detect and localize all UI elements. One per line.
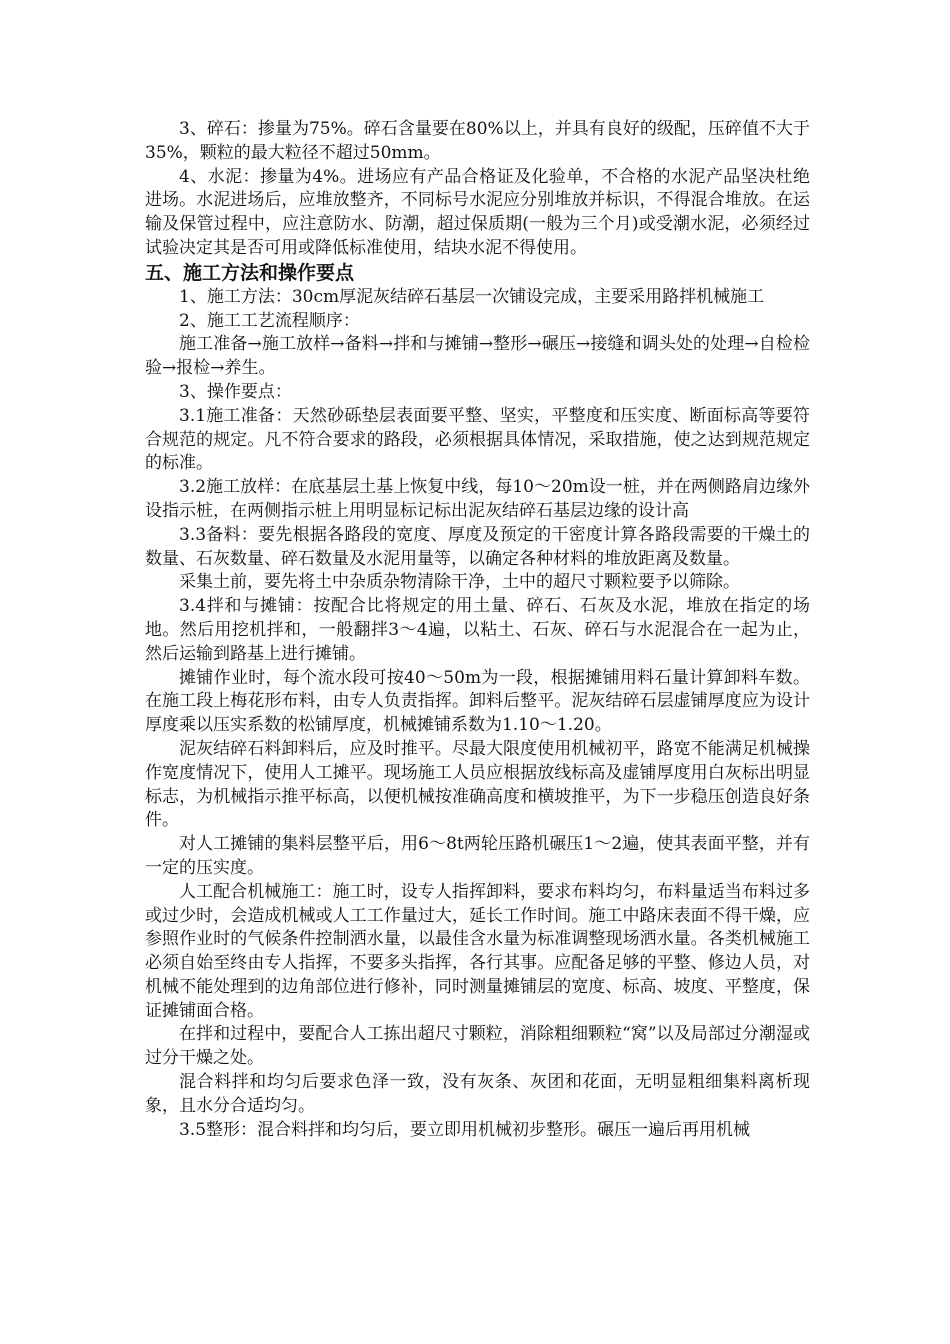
paragraph-leveling: 泥灰结碎石料卸料后，应及时推平。尽最大限度使用机械初平，路宽不能满足机械操作宽度情况下，使用人工摊平。现场施工人员应根据放线标高及虚铺厚度用白灰标出明显标志，为机械指示推平标高，以便机械按准确高度和横坡推平，为下一步稳压创造良好条件。 bbox=[145, 738, 810, 831]
paragraph-cement: 4、水泥：掺量为4%。进场应有产品合格证及化验单，不合格的水泥产品坚决杜绝进场。水泥进场后，应堆放整齐，不同标号水泥应分别堆放并标识，不得混合堆放。在运输及保管过程中，应注意防水、防潮，超过保质期(一般为三个月)或受潮水泥，必须经过试验决定其是否可用或降低标准使用，结块水泥不得使用。 bbox=[145, 166, 810, 258]
paragraph-preparation: 3.1施工准备：天然砂砾垫层表面要平整、坚实，平整度和压实度、断面标高等要符合规范的规定。凡不符合要求的路段，必须根据具体情况，采取措施，使之达到规范规定的标准。 bbox=[145, 405, 810, 474]
paragraph-manual-with-machine: 人工配合机械施工：施工时，设专人指挥卸料，要求布料均匀，布料量适当布料过多或过少时，会造成机械或人工工作量过大，延长工作时间。施工中路床表面不得干燥，应参照作业时的气候条件控制洒水量，以最佳含水量为标准调整现场洒水量。各类机械施工必须自始至终由专人指挥，不要多头指挥，各行其事。应配备足够的平整、修边人员，对机械不能处理到的边角部位进行修补，同时测量摊铺层的宽度、标高、坡度、平整度，保证摊铺面合格。 bbox=[145, 881, 810, 1021]
paragraph-crushed-stone: 3、碎石：掺量为75%。碎石含量要在80%以上，并具有良好的级配，压碎值不大于35%，颗粒的最大粒径不超过50mm。 bbox=[145, 119, 810, 163]
paragraph-construction-method: 1、施工方法：30cm厚泥灰结碎石基层一次铺设完成，主要采用路拌机械施工 bbox=[179, 286, 765, 307]
paragraph-spreading-work: 摊铺作业时，每个流水段可按40～50m为一段，根据摊铺用料石量计算卸料车数。在施工段上梅花形布料，由专人负责指挥。卸料后整平。泥灰结碎石层虚铺厚度应为设计厚度乘以压实系数的松铺厚度，机械摊铺系数为1.10～1.20。 bbox=[145, 667, 810, 736]
paragraph-process-order: 2、施工工艺流程顺序： bbox=[179, 310, 360, 331]
paragraph-process-flow: 施工准备→施工放样→备料→拌和与摊铺→整形→碾压→接缝和调头处的处理→自检检验→报检→养生。 bbox=[145, 334, 810, 379]
document-page bbox=[145, 118, 810, 1142]
paragraph-manual-spreading: 对人工摊铺的集料层整平后，用6～8t两轮压路机碾压1～2遍，使其表面平整，并有一定的压实度。 bbox=[145, 834, 810, 878]
paragraph-staking: 3.2施工放样：在底基层土基上恢复中线，每10～20m设一桩，并在两侧路肩边缘外设指示桩，在两侧指示桩上用明显标记标出泥灰结碎石基层边缘的设计高 bbox=[145, 477, 810, 521]
paragraph-mixture-uniform: 混合料拌和均匀后要求色泽一致，没有灰条、灰团和花面，无明显粗细集料离析现象，且水分合适均匀。 bbox=[145, 1072, 810, 1116]
paragraph-material-prep: 3.3备料：要先根据各路段的宽度、厚度及预定的干密度计算各路段需要的干燥土的数量、石灰数量、碎石数量及水泥用量等，以确定各种材料的堆放距离及数量。 bbox=[145, 524, 810, 569]
section-heading: 五、施工方法和操作要点 bbox=[145, 261, 355, 284]
paragraph-operation-points: 3、操作要点： bbox=[179, 381, 292, 402]
paragraph-mixing-process: 在拌和过程中，要配合人工拣出超尺寸颗粒，消除粗细颗粒“窝”以及局部过分潮湿或过分干燥之处。 bbox=[145, 1024, 810, 1069]
paragraph-shaping: 3.5整形：混合料拌和均匀后，要立即用机械初步整形。碾压一遍后再用机械 bbox=[179, 1119, 751, 1140]
paragraph-soil-collection: 采集土前，要先将土中杂质杂物清除干净，土中的超尺寸颗粒要予以筛除。 bbox=[179, 572, 740, 593]
paragraph-mixing-spreading: 3.4拌和与摊铺：按配合比将规定的用土量、碎石、石灰及水泥，堆放在指定的场地。然后用挖机拌和，一般翻拌3～4遍，以粘土、石灰、碎石与水泥混合在一起为止，然后运输到路基上进行摊铺。 bbox=[145, 596, 810, 664]
